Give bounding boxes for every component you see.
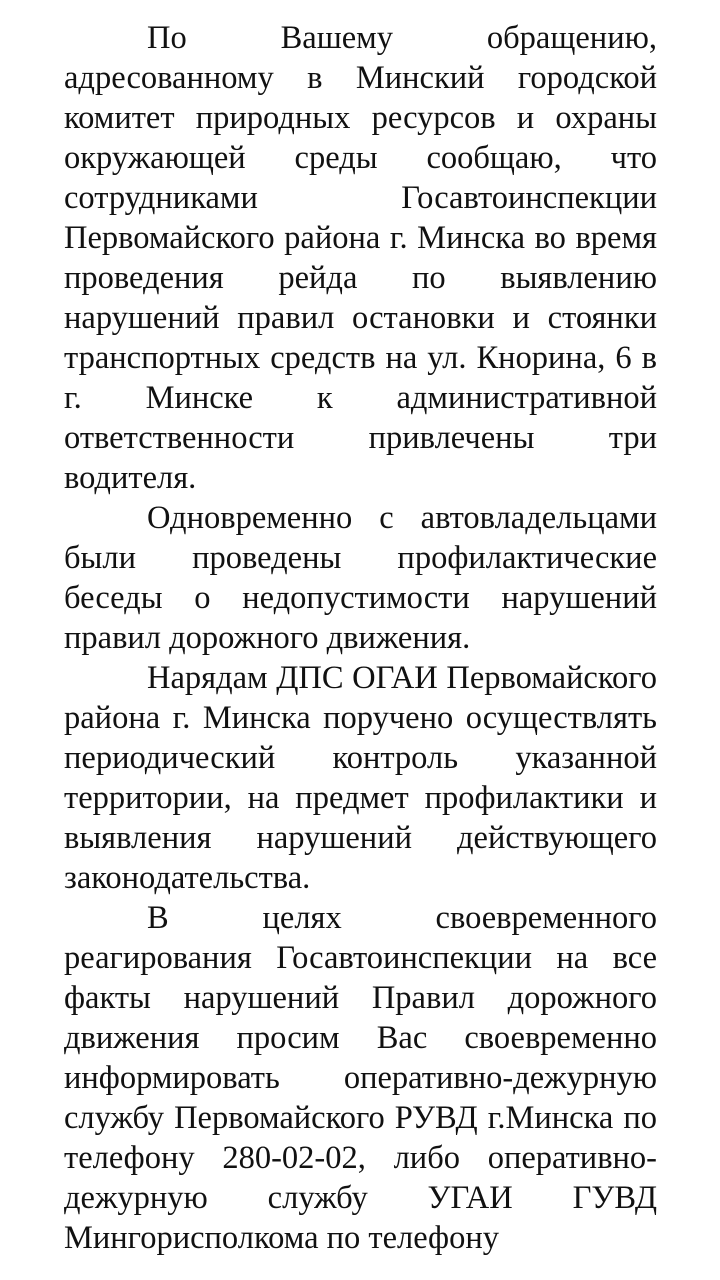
paragraph-preventive-talks: Одновременно с автовладельцами были проведены профилактические беседы о недопустимости нарушений правил дорожного движения.	[64, 500, 657, 656]
document-body	[64, 18, 657, 1258]
paragraph-contact-request: В целях своевременного реагирования Госавтоинспекции на все факты нарушений Правил дорожного движения просим Вас своевременно информировать оперативно-дежурную службу Первомайского РУВД г.Минска по телефону 280-02-02, либо оперативно-дежурную службу УГАИ ГУВД Мингорисполкома по телефону	[64, 900, 657, 1256]
paragraph-inspection-result: По Вашему обращению, адресованному в Минский городской комитет природных ресурсов и охраны окружающей среды сообщаю, что сотрудниками Госавтоинспекции Первомайского района г. Минска во время проведения рейда по выявлению нарушений правил остановки и стоянки транспортных средств на ул. Кнорина, 6 в г. Минске к административной ответственности привлечены три водителя.	[64, 20, 657, 496]
paragraph-patrol-assignment: Нарядам ДПС ОГАИ Первомайского района г. Минска поручено осуществлять периодический контроль указанной территории, на предмет профилактики и выявления нарушений действующего законодательства.	[64, 660, 657, 896]
